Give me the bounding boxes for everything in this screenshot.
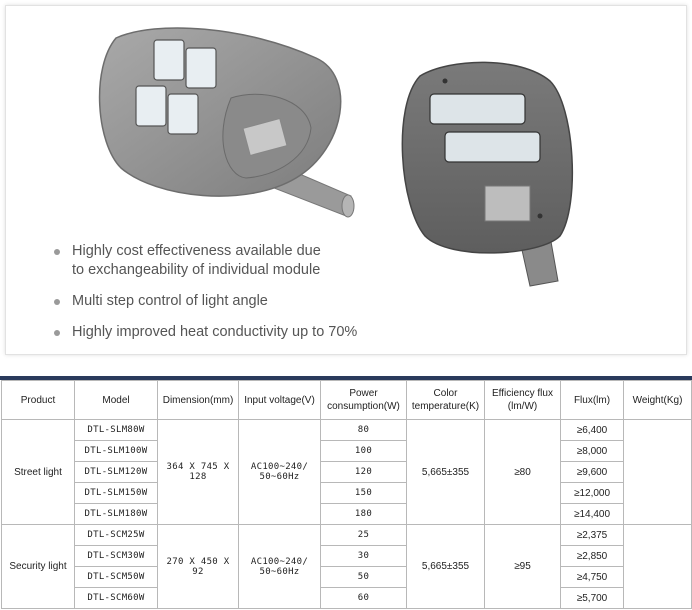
table-row xyxy=(2,567,692,588)
power-cell: 80 xyxy=(321,420,407,441)
flux-cell: ≥14,400 xyxy=(561,504,624,525)
spec-table xyxy=(1,380,692,609)
power-cell: 120 xyxy=(321,462,407,483)
efficiency-cell: ≥80 xyxy=(485,420,561,525)
model-cell: DTL-SCM25W xyxy=(75,525,158,546)
model-cell: DTL-SCM60W xyxy=(75,588,158,609)
feature-item: Highly cost effectiveness available due to exchangeability of individual module xyxy=(50,242,357,280)
header-weight: Weight(Kg) xyxy=(624,381,692,420)
table-row xyxy=(2,441,692,462)
flux-cell: ≥12,000 xyxy=(561,483,624,504)
power-cell: 50 xyxy=(321,567,407,588)
header-model: Model xyxy=(75,381,158,420)
table-row xyxy=(2,546,692,567)
model-cell: DTL-SLM100W xyxy=(75,441,158,462)
input-voltage-cell: AC100~240/ 50~60Hz xyxy=(239,420,321,525)
product-cell: Security light xyxy=(2,525,75,609)
input-voltage-cell: AC100~240/ 50~60Hz xyxy=(239,525,321,609)
flux-cell: ≥5,700 xyxy=(561,588,624,609)
power-cell: 100 xyxy=(321,441,407,462)
flux-cell: ≥9,600 xyxy=(561,462,624,483)
feature-list xyxy=(50,242,357,354)
flux-cell: ≥4,750 xyxy=(561,567,624,588)
feature-item: Multi step control of light angle xyxy=(50,292,357,311)
header-dimension: Dimension(mm) xyxy=(158,381,239,420)
table-row xyxy=(2,420,692,441)
dimension-cell: 270 X 450 X 92 xyxy=(158,525,239,609)
table-row xyxy=(2,504,692,525)
product-cell: Street light xyxy=(2,420,75,525)
table-row xyxy=(2,525,692,546)
table-row xyxy=(2,588,692,609)
header-color-temperature: Color temperature(K) xyxy=(407,381,485,420)
power-cell: 180 xyxy=(321,504,407,525)
weight-cell xyxy=(624,420,692,525)
model-cell: DTL-SCM50W xyxy=(75,567,158,588)
header-product: Product xyxy=(2,381,75,420)
feature-item: Highly improved heat conductivity up to 70% xyxy=(50,323,357,342)
street-light-image xyxy=(96,18,366,228)
color-temperature-cell: 5,665±355 xyxy=(407,420,485,525)
model-cell: DTL-SCM30W xyxy=(75,546,158,567)
header-flux: Flux(lm) xyxy=(561,381,624,420)
power-cell: 30 xyxy=(321,546,407,567)
header-efficiency: Efficiency flux (lm/W) xyxy=(485,381,561,420)
flux-cell: ≥6,400 xyxy=(561,420,624,441)
table-header-row xyxy=(2,381,692,420)
table-row xyxy=(2,483,692,504)
color-temperature-cell: 5,665±355 xyxy=(407,525,485,609)
flux-cell: ≥8,000 xyxy=(561,441,624,462)
dimension-cell: 364 X 745 X 128 xyxy=(158,420,239,525)
efficiency-cell: ≥95 xyxy=(485,525,561,609)
model-cell: DTL-SLM120W xyxy=(75,462,158,483)
product-image-panel xyxy=(5,5,687,355)
model-cell: DTL-SLM180W xyxy=(75,504,158,525)
table-row xyxy=(2,462,692,483)
model-cell: DTL-SLM150W xyxy=(75,483,158,504)
model-cell: DTL-SLM80W xyxy=(75,420,158,441)
header-power: Power consumption(W) xyxy=(321,381,407,420)
flux-cell: ≥2,850 xyxy=(561,546,624,567)
header-input-voltage: Input voltage(V) xyxy=(239,381,321,420)
power-cell: 60 xyxy=(321,588,407,609)
flux-cell: ≥2,375 xyxy=(561,525,624,546)
power-cell: 150 xyxy=(321,483,407,504)
security-light-image xyxy=(390,56,590,291)
power-cell: 25 xyxy=(321,525,407,546)
weight-cell xyxy=(624,525,692,609)
